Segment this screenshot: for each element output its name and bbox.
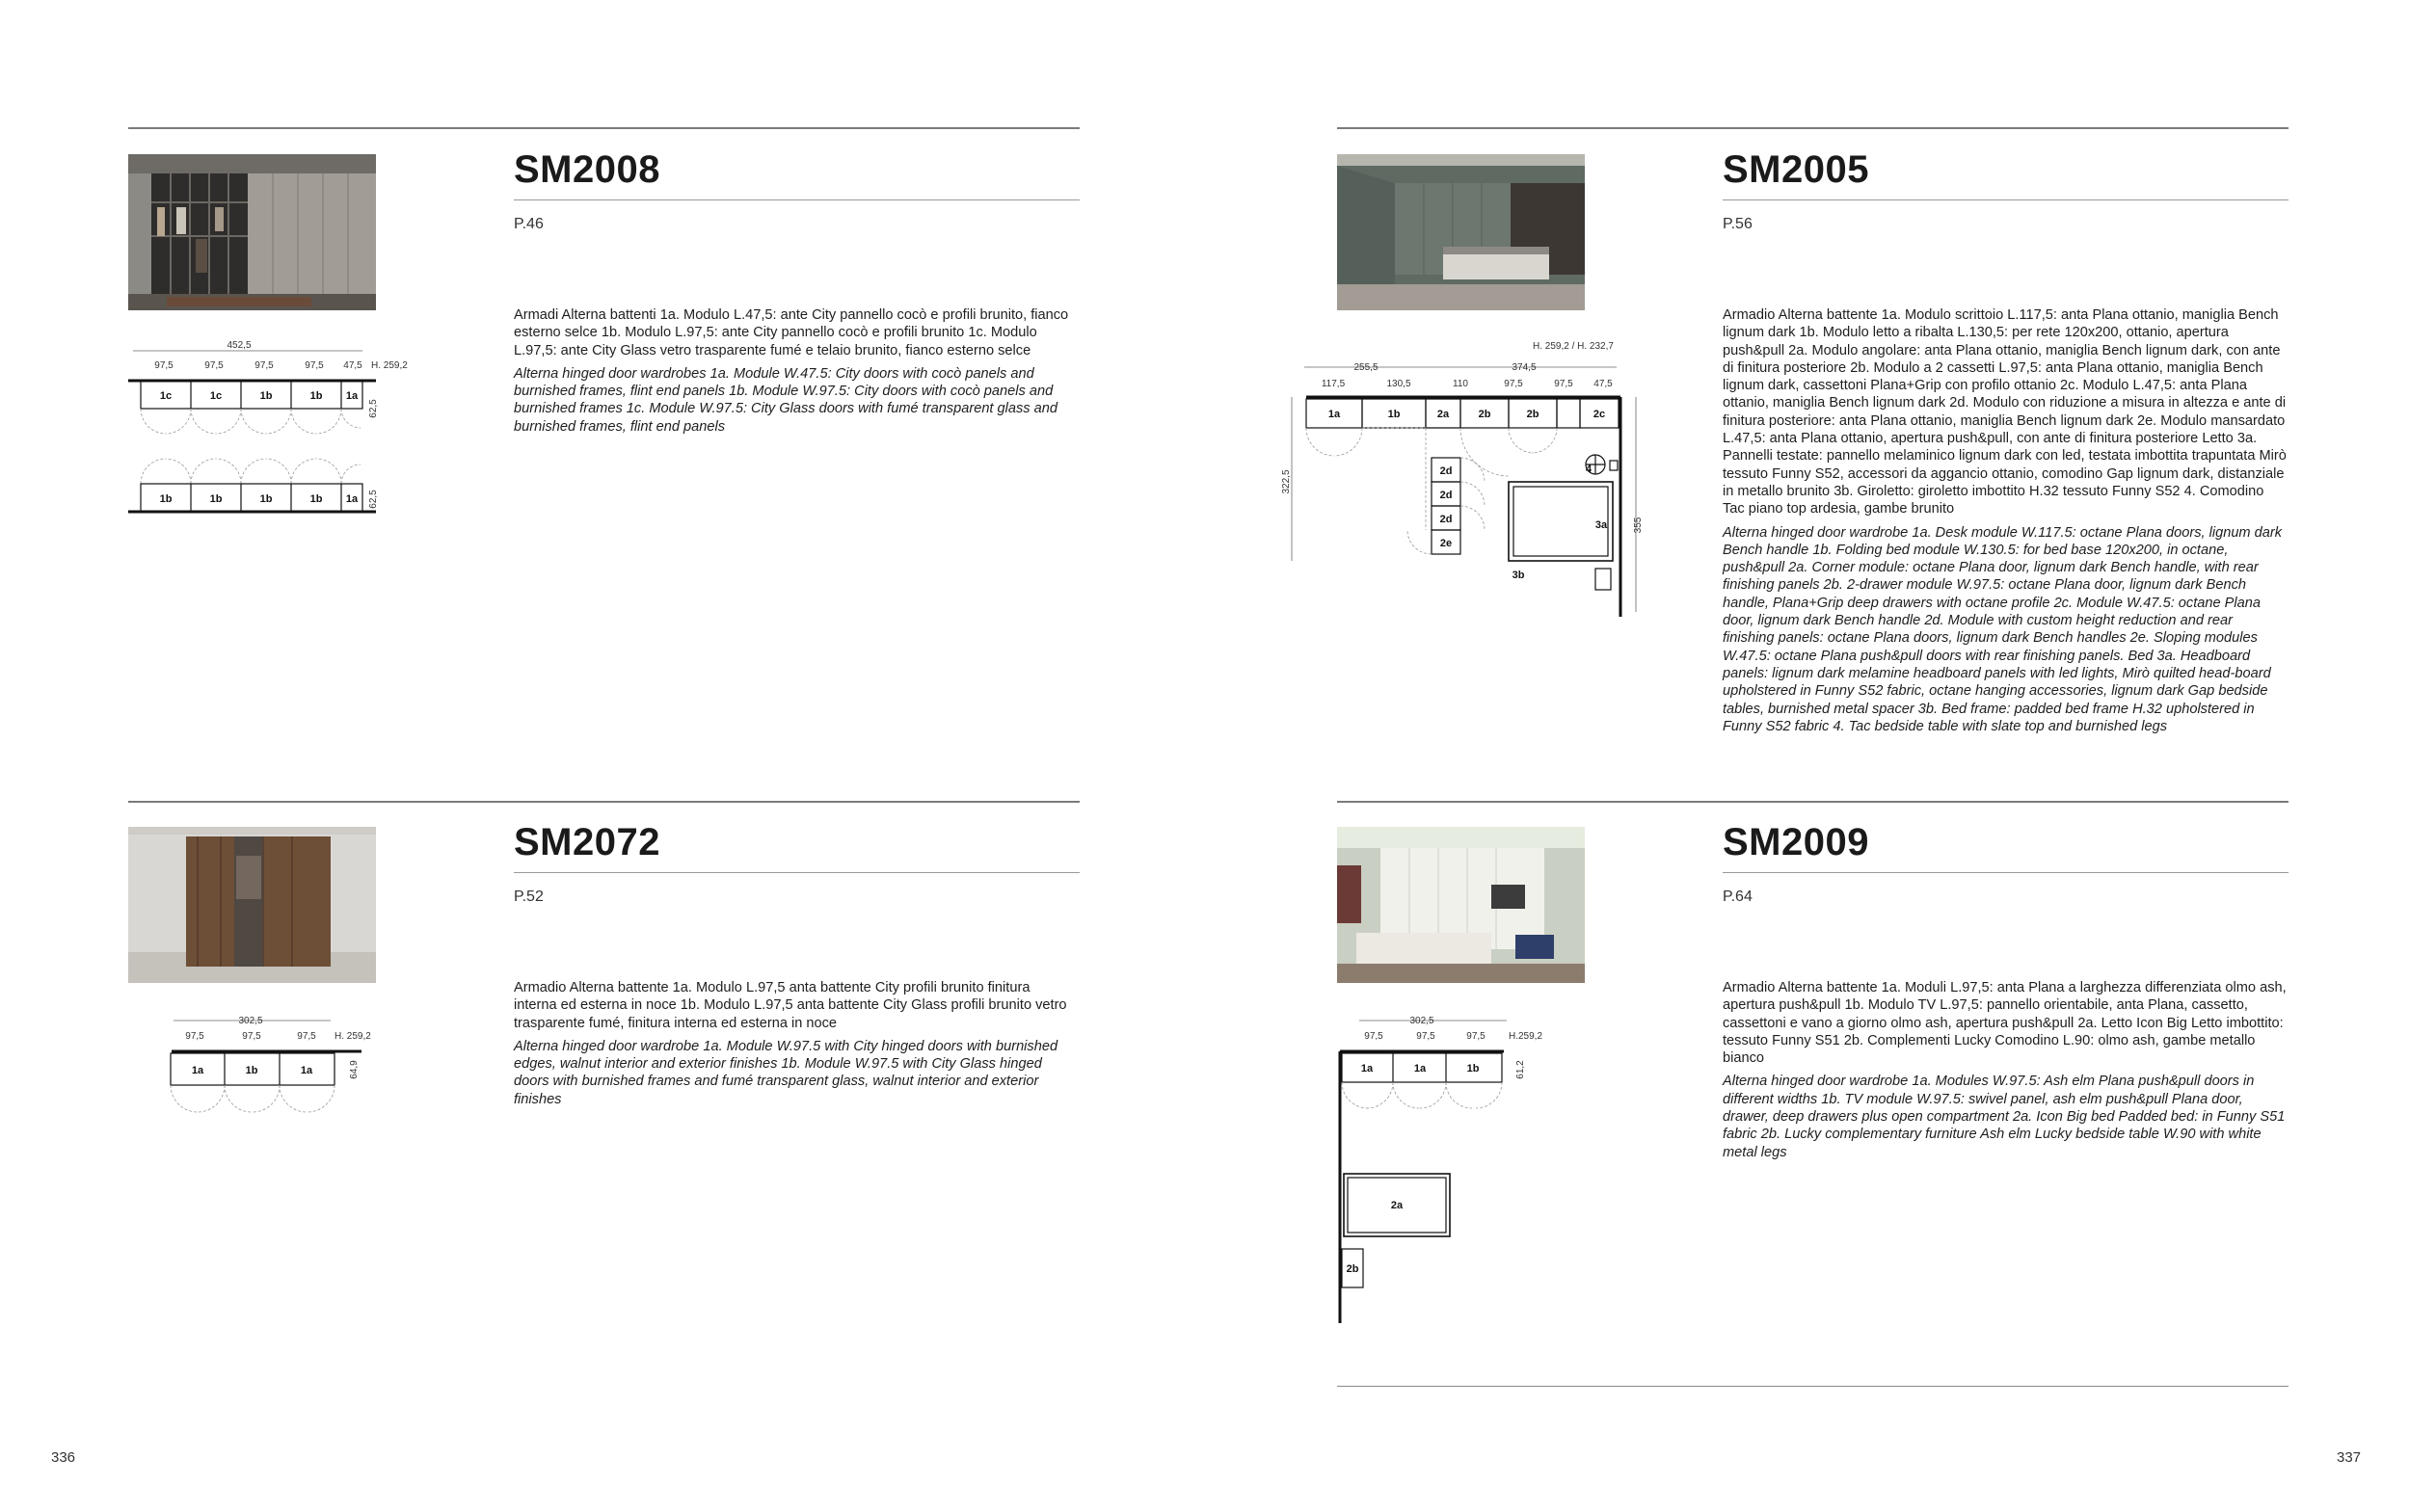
- italian-description: Armadio Alterna battente 1a. Modulo L.97,5 anta battente City profili brunito finitura interna ed esterna in noce 1b. Modulo L.97,5 anta battente City Glass profili brunito vetro trasparente fumé, finitura interna ed esterna in noce: [514, 980, 1067, 1031]
- module-label: 2c: [1593, 409, 1606, 420]
- photo-sm2009: [1337, 827, 1585, 983]
- floor-plan-sm2005: [1277, 337, 1663, 626]
- module-label: 2d: [1439, 490, 1453, 501]
- italian-description: Armadio Alterna battente 1a. Modulo scrittoio L.117,5: anta Plana ottanio, maniglia Bench lignum dark 1b. Modulo letto a ribalta L.130,5: per rete 120x200, ottanio, apertura push&pull 2a. Modulo angolare: anta Plana ottanio, maniglia Bench lignum dark, con ante di finitura posteriore 2b. Modulo a 2 cassetti L.97,5: anta Plana ottanio, maniglia Bench lignum dark, cassettoni Plana+Grip con profilo ottanio 2c. Modulo L.47,5: anta Plana ottanio, maniglia Bench lignum dark 2d. Modulo con riduzione a misura in altezza e ante di finitura posteriore: anta Plana ottanio, maniglia Bench lignum dark 2e. Modulo mansardato L.47,5: anta Plana ottanio, apertura push&pull, con ante di finitura posteriore Letto 3a. Pannelli testate: pannello melaminico lignum dark con led, testata imbottita trapuntata Mirò tessuto Funny S52, accessori da aggancio ottanio, comodino Gap lignum dark, distanziale in metallo brunito 3b. Giroletto: giroletto imbottito H.32 tessuto Funny S52 4. Comodino Tac piano top ardesia, gambe brunito: [1723, 307, 2287, 517]
- dim-depth-left: 322,5: [1281, 469, 1292, 494]
- module-label: 1b: [159, 493, 173, 505]
- title-rule: [514, 199, 1080, 200]
- module-label: 1b: [245, 1065, 258, 1076]
- english-description: Alterna hinged door wardrobe 1a. Module W.97.5 with City hinged doors with burnished edges, walnut interior and exterior finishes 1b. Module W.97.5 with City Glass hinged doors with burnished frames and fumé transparent glass, walnut interior and exterior finishes: [514, 1038, 1058, 1107]
- dim-3: 97,5: [254, 360, 274, 371]
- title-rule: [514, 872, 1080, 873]
- module-label: 1a: [1413, 1063, 1427, 1074]
- dim-total: 452,5: [227, 340, 252, 351]
- italian-description: Armadio Alterna battente 1a. Moduli L.97,5: anta Plana a larghezza differenziata olmo ash, apertura push&pull 1b. Modulo TV L.97,5: pannello orientabile, anta Plana, cassetto, cassettoni e vano a giorno olmo ash, apertura push&pull 2a. Letto Icon Big Letto imbottito: tessuto Funny S51 2b. Complementi Lucky Comodino L.90: olmo ash, gambe metallo bianco: [1723, 980, 2287, 1067]
- dim-height: H. 259,2: [371, 360, 408, 371]
- module-label: 1b: [1387, 409, 1401, 420]
- dim-5: 47,5: [343, 360, 362, 371]
- dim-total-right: 374,5: [1512, 362, 1537, 373]
- dim-1: 97,5: [185, 1031, 204, 1042]
- module-label: 1a: [191, 1065, 204, 1076]
- module-label: 2a: [1436, 409, 1450, 420]
- module-label: 1a: [1327, 409, 1341, 420]
- description-sm2009: [1723, 979, 2288, 1167]
- dim-1: 97,5: [154, 360, 174, 371]
- module-label: 1b: [309, 390, 323, 402]
- section-rule-sm2008: [128, 127, 1080, 129]
- dim-6: 47,5: [1593, 379, 1613, 389]
- dim-total: 302,5: [238, 1016, 263, 1026]
- module-label: 1a: [300, 1065, 313, 1076]
- page-number-right: 337: [2337, 1449, 2362, 1466]
- dim-2: 97,5: [1416, 1031, 1435, 1042]
- dim-height: H.259,2: [1509, 1031, 1543, 1042]
- italian-description: Armadi Alterna battenti 1a. Modulo L.47,5: ante City pannello cocò e profili brunito, fianco esterno selce 1b. Modulo L.97,5: ante City pannello cocò e profili brunito 1c. Modulo L.97,5: ante City Glass vetro trasparente fumé e telaio brunito, fianco esterno selce: [514, 307, 1069, 358]
- photo-sm2008: [128, 154, 376, 310]
- module-label: 1a: [1360, 1063, 1374, 1074]
- module-label: 2e: [1439, 538, 1453, 549]
- dim-2: 130,5: [1386, 379, 1411, 389]
- module-label: 1c: [209, 390, 223, 402]
- product-code: SM2072: [514, 821, 660, 863]
- bed-label: 2a: [1390, 1200, 1404, 1211]
- floor-plan-sm2008: [123, 339, 413, 522]
- page-reference: P.46: [514, 216, 544, 232]
- photo-sm2005: [1337, 154, 1585, 310]
- module-label: 2d: [1439, 514, 1453, 525]
- module-label: 2d: [1439, 465, 1453, 477]
- module-label: 2b: [1478, 409, 1491, 420]
- title-rule: [1723, 872, 2289, 873]
- floor-plan-sm2009: [1335, 1010, 1566, 1328]
- dim-height: H. 259,2: [335, 1031, 371, 1042]
- dim-total: 302,5: [1409, 1016, 1434, 1026]
- module-label: 1b: [209, 493, 223, 505]
- page-reference: P.52: [514, 889, 544, 905]
- floor-plan-sm2072: [169, 1010, 400, 1126]
- dim-1: 97,5: [1364, 1031, 1383, 1042]
- dim-3: 110: [1453, 379, 1468, 389]
- dim-depth: 62,5: [368, 490, 379, 509]
- product-code: SM2008: [514, 148, 660, 191]
- module-label: 1a: [345, 390, 359, 402]
- module-label: 1b: [259, 493, 273, 505]
- dim-depth: 64,9: [349, 1060, 360, 1079]
- section-rule-sm2005: [1337, 127, 2289, 129]
- module-label: 1b: [259, 390, 273, 402]
- bed-frame-label: 3b: [1512, 570, 1525, 581]
- english-description: Alterna hinged door wardrobe 1a. Desk module W.117.5: octane Plana doors, lignum dark Bench handle 1b. Folding bed module W.130.5: for bed base 120x200, in octane, push&pull 2a. Corner module: octane Plana door, lignum dark Bench handle, with rear finishing panels 2b. 2-drawer module W.97.5: octane Plana door, lignum dark Bench handle, Plana+Grip deep drawers with octane profile 2c. Module W.47.5: octane Plana door, lignum dark Bench handle 2d. Module with custom height reduction and rear finishing panels: octane Plana doors, lignum dark Bench handles 2e. Sloping modules W.47.5: octane Plana push&pull doors with rear finishing panels. Bed 3a. Headboard panels: lignum dark melamine headboard panels with led lights, Mirò quilted head-board upholstered in Funny S52 fabric, octane hanging accessories, lignum dark Gap bedside tables, burnished metal spacer 3b. Bed frame: padded bed frame H.32 upholstered in Funny S52 fabric 4. Tac bedside table with slate top and burnished legs: [1723, 524, 2283, 734]
- page-number-left: 336: [51, 1449, 76, 1466]
- title-rule: [1723, 199, 2289, 200]
- english-description: Alterna hinged door wardrobe 1a. Modules W.97.5: Ash elm Plana push&pull doors in different widths 1b. TV module W.97.5: swivel panel, ash elm push&pull Plana door, drawer, deep drawers plus open compartment 2a. Icon Big bed Padded bed: in Funny S51 fabric 2b. Lucky complementary furniture Ash elm Lucky bedside table W.90 with white metal legs: [1723, 1074, 2286, 1160]
- dim-2: 97,5: [204, 360, 224, 371]
- module-label: 2b: [1526, 409, 1539, 420]
- product-code: SM2005: [1723, 148, 1869, 191]
- section-rule-sm2072: [128, 801, 1080, 803]
- description-sm2008: [514, 306, 1071, 441]
- dim-4: 97,5: [1504, 379, 1523, 389]
- module-label: 1b: [309, 493, 323, 505]
- dim-1: 117,5: [1321, 379, 1346, 389]
- dim-4: 97,5: [305, 360, 324, 371]
- description-sm2005: [1723, 306, 2288, 741]
- photo-sm2072: [128, 827, 376, 983]
- page-reference: P.56: [1723, 216, 1753, 232]
- dim-depth: 62,5: [368, 399, 379, 418]
- bed-label: 3a: [1594, 519, 1608, 531]
- bedside-label: 4: [1585, 464, 1593, 475]
- dim-total-left: 255,5: [1353, 362, 1378, 373]
- page-reference: P.64: [1723, 889, 1753, 905]
- english-description: Alterna hinged door wardrobes 1a. Module W.47.5: City doors with cocò panels and burnished frames, flint end panels 1b. Module W.97.5: City doors with cocò panels and burnished frames 1c. Module W.97.5: City Glass doors with fumé transparent glass and burnished frames, flint end panels: [514, 365, 1058, 435]
- module-label: 1a: [345, 493, 359, 505]
- section-rule-sm2009: [1337, 801, 2289, 803]
- dim-3: 97,5: [297, 1031, 316, 1042]
- dim-depth: 61,2: [1515, 1060, 1526, 1079]
- description-sm2072: [514, 979, 1071, 1114]
- dim-height: H. 259,2 / H. 232,7: [1533, 341, 1614, 352]
- module-label: 1b: [1466, 1063, 1480, 1074]
- bottom-rule: [1337, 1386, 2289, 1387]
- product-code: SM2009: [1723, 821, 1869, 863]
- dim-depth-right: 355: [1633, 517, 1644, 534]
- module-label: 1c: [159, 390, 173, 402]
- dim-2: 97,5: [242, 1031, 261, 1042]
- dim-5: 97,5: [1554, 379, 1573, 389]
- dim-3: 97,5: [1466, 1031, 1486, 1042]
- bedside-label: 2b: [1346, 1263, 1359, 1275]
